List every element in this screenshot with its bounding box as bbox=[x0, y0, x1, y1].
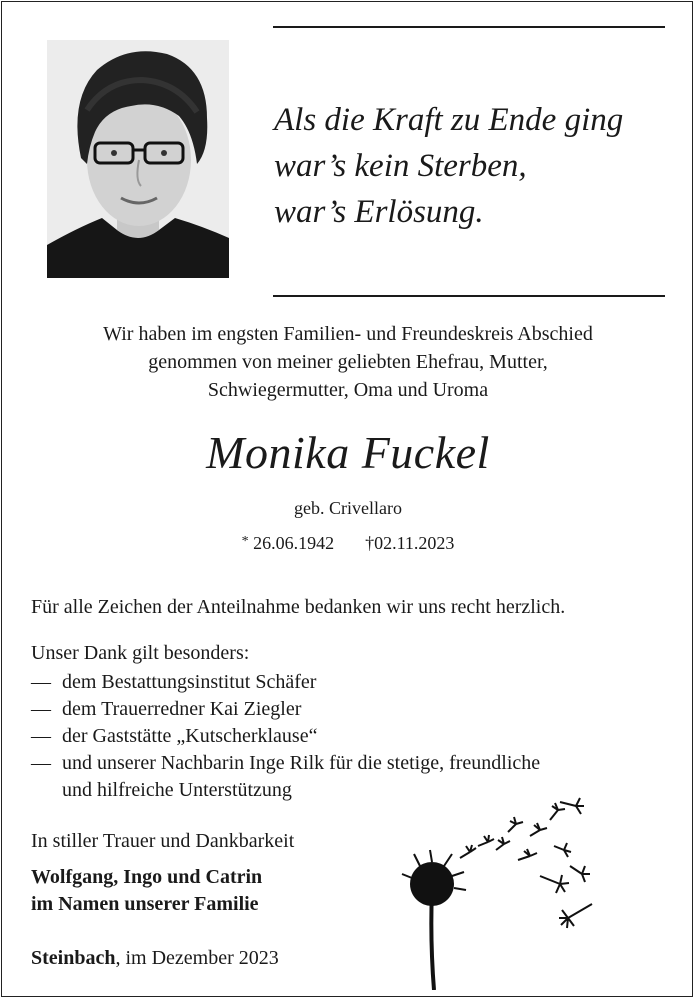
death-date: 02.11.2023 bbox=[374, 533, 455, 553]
top-rule bbox=[273, 26, 665, 28]
place-date bbox=[31, 945, 279, 972]
list-item-text: und unserer Nachbarin Inge Rilk für die stetige, freundliche bbox=[62, 752, 541, 774]
list-item-text: dem Bestattungsinstitut Schäfer bbox=[62, 671, 317, 693]
life-dates bbox=[0, 530, 696, 555]
intro-line: Wir haben im engsten Familien- und Freundeskreis Abschied bbox=[103, 323, 593, 345]
family-line: im Namen unserer Familie bbox=[31, 893, 259, 915]
birth-name: geb. Crivellaro bbox=[294, 498, 402, 518]
birth-symbol: * bbox=[241, 534, 249, 549]
list-item-text: dem Trauerredner Kai Ziegler bbox=[62, 698, 302, 720]
dash-bullet: — bbox=[31, 698, 51, 720]
deceased-name: Monika Fuckel bbox=[206, 427, 490, 478]
intro-line: Schwiegermutter, Oma und Uroma bbox=[207, 379, 489, 401]
quote-line: war’s Erlösung. bbox=[274, 194, 484, 230]
family-line: Wolfgang, Ingo und Catrin bbox=[31, 866, 263, 888]
bottom-rule bbox=[273, 295, 665, 297]
date-text: , im Dezember 2023 bbox=[115, 947, 279, 969]
quote bbox=[274, 97, 674, 235]
list-item bbox=[31, 669, 540, 696]
list-item bbox=[31, 750, 540, 777]
list-item bbox=[31, 723, 540, 750]
list-item-text: und hilfreiche Unterstützung bbox=[62, 779, 292, 801]
dandelion-icon bbox=[400, 780, 620, 990]
birth-date: 26.06.1942 bbox=[253, 533, 335, 553]
list-item bbox=[31, 696, 540, 723]
portrait-photo bbox=[47, 40, 229, 278]
quote-line: war’s kein Sterben, bbox=[274, 148, 527, 184]
quote-line: Als die Kraft zu Ende ging bbox=[274, 102, 624, 138]
dash-bullet: — bbox=[31, 752, 51, 774]
mourning-line: In stiller Trauer und Dankbarkeit bbox=[31, 830, 295, 852]
intro-text bbox=[0, 320, 696, 404]
dash-bullet: — bbox=[31, 725, 51, 747]
list-item-text: der Gaststätte „Kutscherklause“ bbox=[62, 725, 318, 747]
dash-bullet: — bbox=[31, 671, 51, 693]
thanks-title: Unser Dank gilt besonders: bbox=[31, 642, 250, 664]
family-signature bbox=[31, 864, 262, 918]
intro-line: genommen von meiner geliebten Ehefrau, Mutter, bbox=[148, 351, 548, 373]
place-name: Steinbach bbox=[31, 947, 116, 969]
thanks-line: Für alle Zeichen der Anteilnahme bedanken wir uns recht herzlich. bbox=[31, 596, 566, 618]
death-symbol: † bbox=[365, 533, 375, 553]
